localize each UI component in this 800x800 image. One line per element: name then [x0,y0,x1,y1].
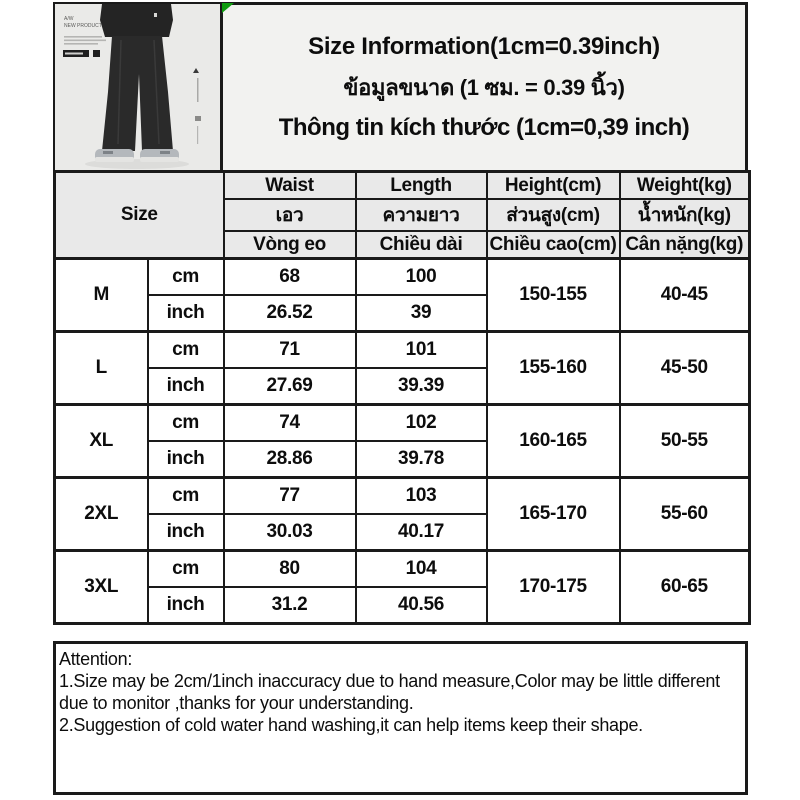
col-header-height-th: ส่วนสูง(cm) [487,199,620,231]
unit-cell-inch: inch [148,514,224,551]
col-header-length-th: ความยาว [356,199,487,231]
product-photo-illustration [55,4,220,171]
waist-cm-cell: 68 [224,259,356,296]
unit-cell-inch: inch [148,295,224,332]
size-label-cell: 3XL [55,551,148,624]
weight-cell: 60-65 [620,551,750,624]
waist-inch-cell: 31.2 [224,587,356,624]
waist-inch-cell: 27.69 [224,368,356,405]
col-header-length-vi: Chiều dài [356,231,487,259]
title-box [220,2,748,173]
length-inch-cell: 39.39 [356,368,487,405]
col-header-length-en: Length [356,172,487,200]
attention-line2: 2.Suggestion of cold water hand washing,it can help items keep their shape. [59,715,643,735]
length-cm-cell: 102 [356,405,487,442]
col-header-height-vi: Chiều cao(cm) [487,231,620,259]
unit-cell-cm: cm [148,551,224,588]
waist-cm-cell: 80 [224,551,356,588]
photo-label-line2: NEW PRODUCT [64,23,102,29]
length-cm-cell: 101 [356,332,487,369]
weight-cell: 50-55 [620,405,750,478]
size-label-cell: M [55,259,148,332]
unit-cell-cm: cm [148,478,224,515]
unit-cell-cm: cm [148,259,224,296]
col-header-weight-th: น้ำหนัก(kg) [620,199,750,231]
height-cell: 160-165 [487,405,620,478]
weight-cell: 45-50 [620,332,750,405]
length-cm-cell: 103 [356,478,487,515]
waist-inch-cell: 26.52 [224,295,356,332]
length-cm-cell: 100 [356,259,487,296]
col-header-weight-en: Weight(kg) [620,172,750,200]
unit-cell-inch: inch [148,368,224,405]
green-corner-marker-icon [222,3,234,13]
length-inch-cell: 39.78 [356,441,487,478]
attention-note [53,641,748,795]
unit-cell-inch: inch [148,587,224,624]
col-header-height-en: Height(cm) [487,172,620,200]
title-thai: ข้อมูลขนาด (1 ซม. = 0.39 นิ้ว) [343,75,625,100]
height-cell: 170-175 [487,551,620,624]
length-inch-cell: 39 [356,295,487,332]
size-label-cell: XL [55,405,148,478]
length-inch-cell: 40.17 [356,514,487,551]
title-vietnamese: Thông tin kích thước (1cm=0,39 inch) [278,114,690,141]
waist-cm-cell: 74 [224,405,356,442]
waist-cm-cell: 77 [224,478,356,515]
col-header-weight-vi: Cân nặng(kg) [620,231,750,259]
unit-cell-cm: cm [148,405,224,442]
unit-cell-cm: cm [148,332,224,369]
size-label-cell: 2XL [55,478,148,551]
size-table [53,170,751,625]
waist-cm-cell: 71 [224,332,356,369]
size-corner-header: Size [55,172,224,259]
weight-cell: 40-45 [620,259,750,332]
height-cell: 165-170 [487,478,620,551]
attention-line1: 1.Size may be 2cm/1inch inaccuracy due to hand measure,Color may be little different due to monitor ,thanks for your understanding. [59,671,720,713]
length-cm-cell: 104 [356,551,487,588]
attention-heading: Attention: [59,649,133,669]
length-inch-cell: 40.56 [356,587,487,624]
waist-inch-cell: 28.86 [224,441,356,478]
height-cell: 155-160 [487,332,620,405]
col-header-waist-vi: Vòng eo [224,231,356,259]
col-header-waist-th: เอว [224,199,356,231]
jacket-shape [100,4,173,37]
product-photo [53,2,222,173]
size-label-cell: L [55,332,148,405]
title-english: Size Information(1cm=0.39inch) [308,33,660,60]
photo-label-line1: A/W [64,16,74,22]
weight-cell: 55-60 [620,478,750,551]
unit-cell-inch: inch [148,441,224,478]
col-header-waist-en: Waist [224,172,356,200]
height-cell: 150-155 [487,259,620,332]
waist-inch-cell: 30.03 [224,514,356,551]
